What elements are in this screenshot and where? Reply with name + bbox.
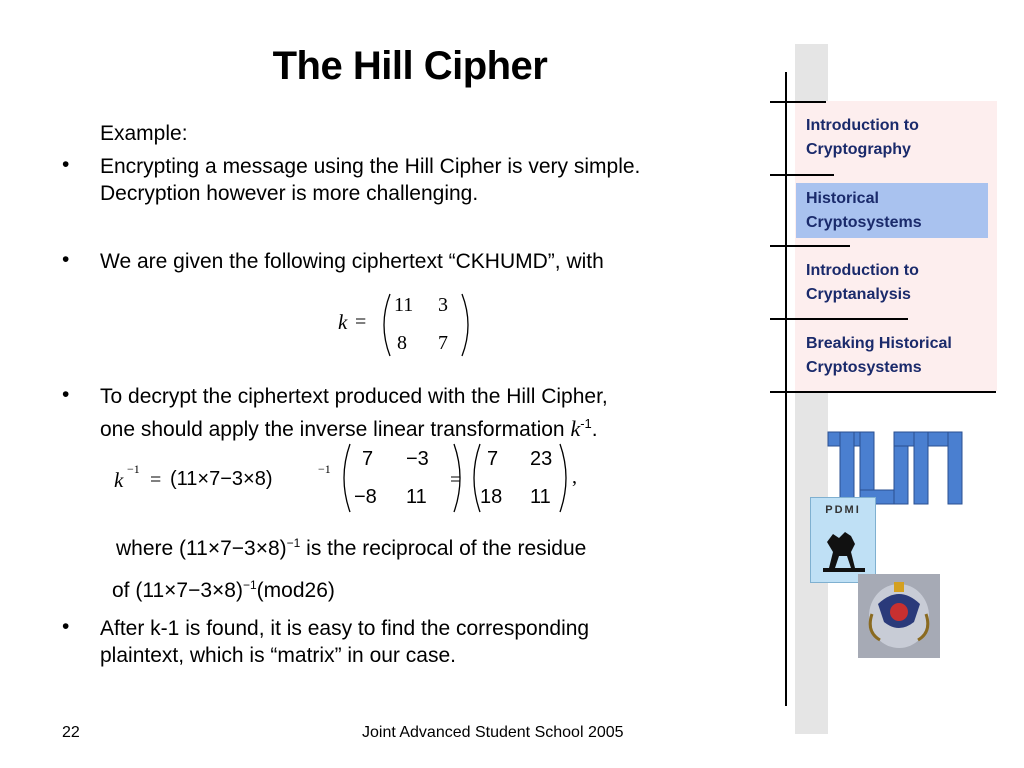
bullet-3-dot: •	[62, 383, 70, 406]
bullet-3-line-1: To decrypt the ciphertext produced with the Hill Cipher,	[100, 385, 608, 408]
pdmi-logo	[810, 497, 876, 583]
where-suffix: is the reciprocal of the residue	[300, 537, 587, 560]
page-number: 22	[62, 724, 80, 741]
sidebar-divider	[770, 101, 826, 103]
result-matrix-cell: 18	[480, 486, 503, 508]
sidebar-item-breaking-historical[interactable]: Breaking Historical Cryptosystems	[806, 335, 952, 376]
adj-matrix-cell: −3	[406, 448, 429, 470]
bullet-4-dot: •	[62, 615, 70, 638]
where-sup: −1	[286, 536, 301, 550]
bullet-3-line-2	[100, 410, 598, 443]
footer-text: Joint Advanced Student School 2005	[362, 724, 624, 741]
of-sup: −1	[242, 578, 257, 592]
result-matrix-cell: 7	[487, 448, 499, 470]
key-matrix-cell: 3	[438, 294, 448, 316]
tum-logo-icon	[826, 430, 966, 506]
inverse-formula	[110, 440, 600, 516]
bullet-1-dot: •	[62, 153, 70, 176]
key-matrix-cell: 7	[438, 332, 448, 354]
sidebar-divider	[770, 318, 908, 320]
sidebar-divider	[770, 391, 996, 393]
bullet-3-period: .	[591, 418, 598, 441]
of-suffix: (mod26)	[256, 579, 335, 602]
sidebar-vertical-line	[785, 72, 787, 706]
key-matrix	[338, 290, 478, 360]
of-prefix: of	[112, 579, 136, 602]
bullet-1-line-2: Decryption however is more challenging.	[100, 182, 479, 205]
adj-matrix-cell: 7	[362, 448, 374, 470]
inverse-lhs: k	[114, 468, 124, 492]
coat-of-arms-logo	[858, 574, 940, 658]
slide-title: The Hill Cipher	[272, 44, 548, 88]
sidebar-item-intro-cryptanalysis[interactable]: Introduction to Cryptanalysis	[806, 262, 919, 303]
formula-comma: ,	[572, 466, 577, 488]
example-label: Example:	[100, 122, 188, 145]
inverse-equals: =	[150, 469, 162, 491]
where-expr: (11×7−3×8)	[179, 537, 287, 560]
bullet-1-line-1: Encrypting a message using the Hill Cipher is very simple.	[100, 155, 641, 178]
bullet-4-line-2: plaintext, which is “matrix” in our case.	[100, 644, 456, 667]
adj-matrix-cell: 11	[406, 486, 427, 508]
sidebar-item-historical-cryptosystems[interactable]: Historical Cryptosystems	[806, 190, 922, 231]
inverse-scalar-sup: −1	[318, 462, 331, 476]
inverse-symbol: k	[570, 416, 581, 441]
matrix-brackets-icon	[376, 290, 476, 360]
inverse-lhs-sup: −1	[127, 462, 140, 476]
key-matrix-equals: =	[355, 311, 367, 333]
inverse-scalar: (11×7−3×8)	[170, 468, 273, 490]
sidebar-item-intro-cryptography[interactable]: Introduction to Cryptography	[806, 117, 919, 158]
double-eagle-crest-icon	[858, 574, 940, 658]
key-matrix-cell: 11	[394, 294, 414, 316]
where-prefix: where	[116, 537, 180, 560]
of-line	[112, 572, 335, 604]
key-matrix-cell: 8	[397, 332, 407, 354]
adj-matrix-cell: −8	[354, 486, 377, 508]
result-matrix-cell: 11	[530, 486, 551, 508]
where-line	[116, 530, 586, 562]
key-matrix-label: k	[338, 310, 348, 334]
result-matrix-cell: 23	[530, 448, 553, 470]
bullet-2-line-1: We are given the following ciphertext “CKHUMD”, with	[100, 250, 604, 273]
result-equals: =	[450, 469, 462, 491]
sidebar-divider	[770, 245, 850, 247]
bullet-4-line-1: After k-1 is found, it is easy to find the corresponding	[100, 617, 590, 640]
inverse-sup: -1	[580, 416, 592, 431]
horse-statue-icon	[811, 516, 875, 576]
bullet-3-line-2-text: one should apply the inverse linear transformation	[100, 418, 571, 441]
bullet-2-dot: •	[62, 248, 70, 271]
pdmi-logo-text: PDMI	[825, 504, 861, 516]
sidebar-divider	[770, 174, 834, 176]
of-expr: (11×7−3×8)	[135, 579, 243, 602]
